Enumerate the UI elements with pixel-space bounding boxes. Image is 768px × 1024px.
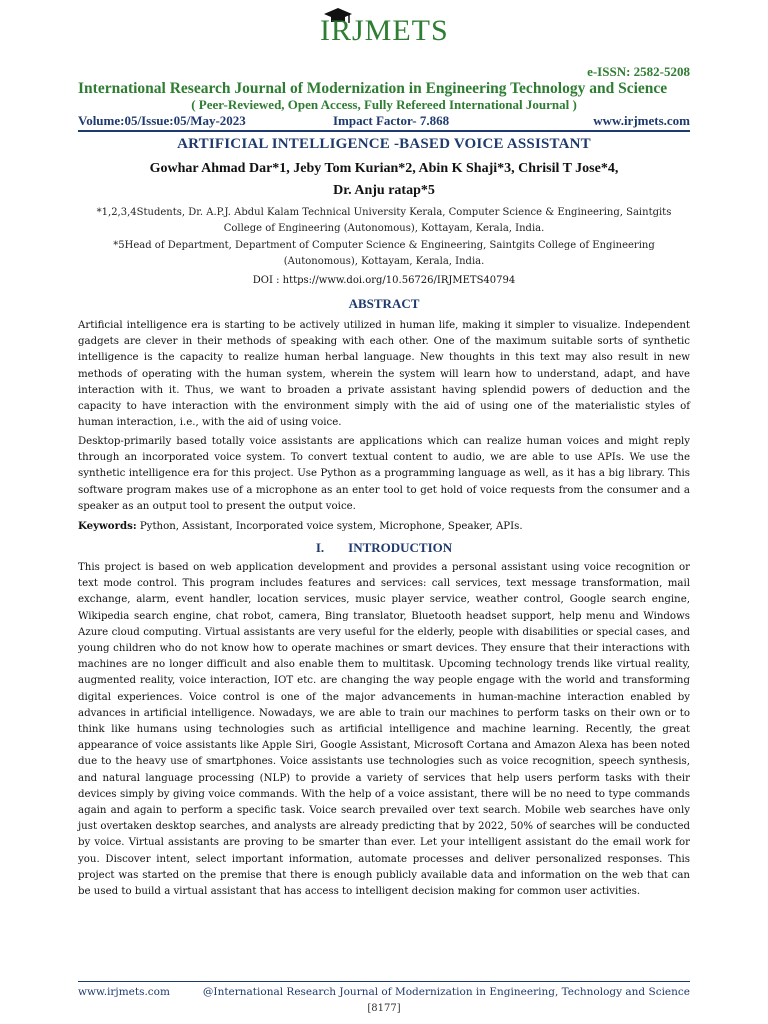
introduction-paragraph: This project is based on web application development and provides a personal assistant using voice recognition or text mode control. This program includes features and services: call services, text message transformation, mail exchange, alarm, event handler, location services, music player service, weather control, Google search engine, Wikipedia search engine, chat robot, camera, Bing translator, Bluetooth headset support, help menu and Windows Azure cloud computing. Virtual assistants are very useful for the elderly, people with disabilities or special cases, and young children who do not know how to operate machines or smart devices. They ensure that their interactions with machines are no longer difficult and also enable them to multitask. Upcoming technology trends like virtual reality, augmented reality, voice interaction, IOT etc. are changing the way people engage with the world and transforming digital experiences. Voice control is one of the major advancements in human-machine interaction enabled by advances in artificial intelligence. Nowadays, we are able to train our machines to perform tasks on their own or to think like humans using technologies such as artificial intelligence and machine learning. Recently, the great appearance of voice assistants like Apple Siri, Google Assistant, Microsoft Cortana and Amazon Alexa has been noted due to the heavy use of smartphones. Voice assistants use technologies such as voice recognition, speech synthesis, and natural language processing (NLP) to provide a variety of services that help users perform tasks with their devices simply by giving voice commands. With the help of a voice assistant, there will be no need to type commands again and again to perform a specific task. Voice search prevailed over text search. Mobile web searches have only just overtaken desktop searches, and analysts are already predicting that by 2022, 50% of searches will be conducted by voice. Virtual assistants are proving to be smarter than ever. Let your intelligent assistant do the email work for you. Discover intent, select important information, automate processes and deliver personalized responses. This project was started on the premise that there is enough publicly available data and information on the web that can be used to build a virtual assistant that has access to intelligent decision making for common user activities. — [78, 562, 690, 898]
footer-copyright: @International Research Journal of Modernization in Engineering, Technology and Science — [202, 986, 690, 998]
doi-link[interactable]: DOI : https://www.doi.org/10.56726/IRJMETS40794 — [252, 275, 516, 286]
paper-title: ARTIFICIAL INTELLIGENCE -BASED VOICE ASSISTANT — [177, 136, 591, 152]
affiliation-hod: *5Head of Department, Department of Computer Science & Engineering, Saintgits College of Engineering (Autonomous), Kottayam, Kerala, India. — [113, 240, 655, 267]
eissn: e-ISSN: 2582-5208 — [587, 64, 690, 79]
footer-site-link[interactable]: www.irjmets.com — [78, 986, 170, 998]
footer-divider — [78, 981, 690, 982]
page-number: [8177] — [367, 1003, 401, 1014]
authors-line-2: Dr. Anju ratap*5 — [333, 183, 435, 198]
impact-factor: Impact Factor- 7.868 — [333, 113, 450, 128]
section-number: I. — [315, 540, 325, 555]
volume-info: Volume:05/Issue:05/May-2023 — [78, 113, 246, 128]
logo-text: IRJMETS — [320, 14, 449, 47]
keywords — [78, 518, 690, 535]
header-divider — [78, 130, 690, 132]
introduction-heading — [0, 540, 768, 556]
peer-review-line: ( Peer-Reviewed, Open Access, Fully Refereed International Journal ) — [191, 97, 577, 112]
header-site-link[interactable]: www.irjmets.com — [593, 113, 690, 128]
affiliation-students: *1,2,3,4Students, Dr. A.P.J. Abdul Kalam Technical University Kerala, Computer Science & Engineering, Saintgits College of Engineering (Autonomous), Kottayam, Kerala, India. — [96, 207, 672, 234]
abstract-paragraph-1: Artificial intelligence era is starting to be actively utilized in human life, making it simpler to visualize. Independent gadgets are clever in their methods of speaking with each other. One of the maximum suitable sorts of synthetic intelligence is the capacity to realize human herbal language. New thoughts in this text may also result in new methods of operating with the human system, wherein the system will learn how to understand, adapt, and have interaction with it. Thus, we want to broaden a private assistant having splendid powers of deduction and the capacity to have interaction with the environment simply with the aid of using one of the materialistic styles of human interaction, i.e., with the aid of using voice. — [78, 320, 690, 429]
abstract-heading: ABSTRACT — [348, 296, 420, 311]
keywords-label: Keywords: — [78, 520, 137, 532]
journal-title: International Research Journal of Modernization in Engineering Technology and Science — [78, 80, 668, 97]
author-list — [78, 158, 690, 202]
journal-logo — [320, 8, 460, 50]
authors-line-1: Gowhar Ahmad Dar*1, Jeby Tom Kurian*2, Abin K Shaji*3, Chrisil T Jose*4, — [149, 161, 619, 176]
section-title: INTRODUCTION — [348, 540, 453, 555]
abstract-paragraph-2: Desktop-primarily based totally voice assistants are applications which can realize human voices and might reply through an incorporated voice system. To convert textual content to audio, we are able to use APIs. We use the synthetic intelligence era for this project. Use Python as a programming language as well, as it has a big library. This software program makes use of a microphone as an enter tool to get hold of voice requests from the consumer and a speaker as an output tool to present the output voice. — [78, 436, 690, 512]
keywords-text: Python, Assistant, Incorporated voice system, Microphone, Speaker, APIs. — [136, 521, 523, 532]
